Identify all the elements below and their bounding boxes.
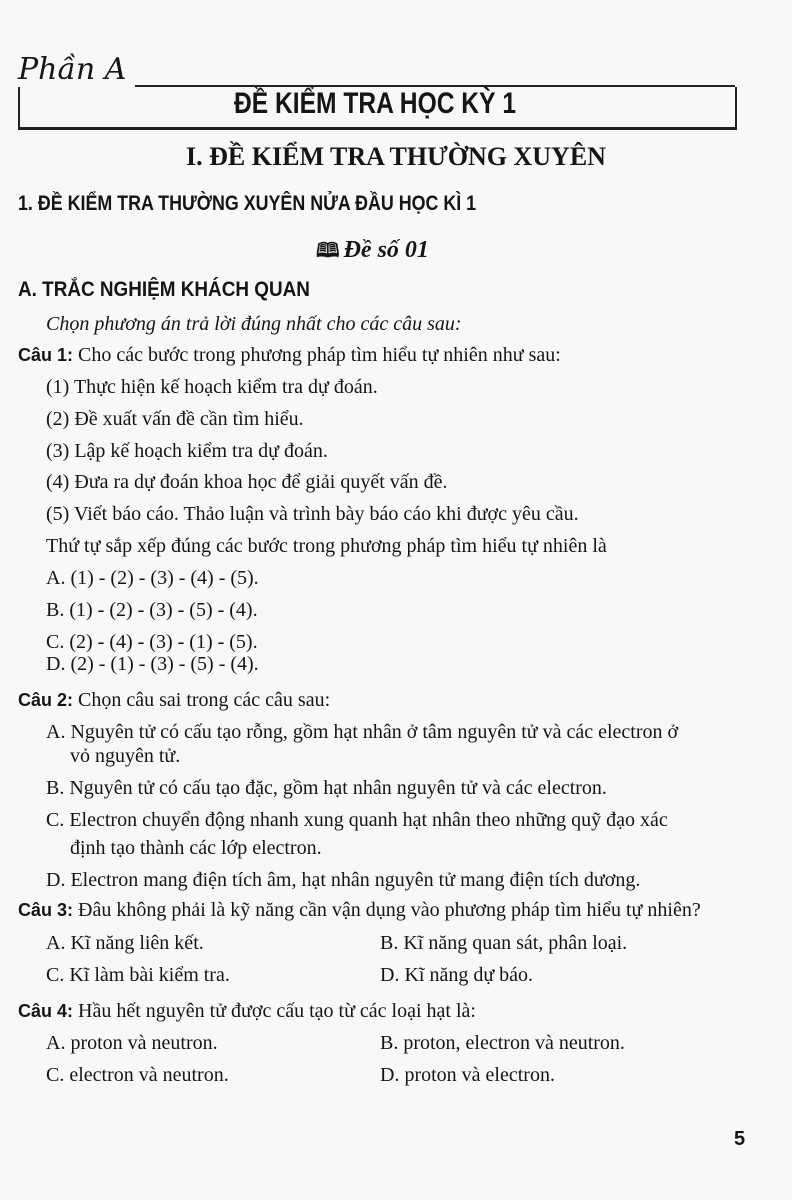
question-3	[18, 899, 701, 922]
answer-option: A. Nguyên tử có cấu tạo rỗng, gồm hạt nhân ở tâm nguyên tử và các electron ở	[46, 721, 679, 743]
list-item: (3) Lập kế hoạch kiểm tra dự đoán.	[46, 440, 328, 462]
section-title: I. ĐỀ KIỂM TRA THƯỜNG XUYÊN	[186, 142, 606, 171]
exam-number-text: Đề số 01	[343, 237, 429, 263]
question-1	[18, 344, 561, 367]
question-label: Câu 4:	[18, 1001, 74, 1021]
question-label: Câu 2:	[18, 690, 74, 710]
answer-option: B. (1) - (2) - (3) - (5) - (4).	[46, 599, 258, 621]
instruction: Chọn phương án trả lời đúng nhất cho các câu sau:	[46, 313, 462, 335]
answer-option: B. Kĩ năng quan sát, phân loại.	[380, 932, 628, 954]
exam-number	[316, 236, 429, 270]
answer-option-cont: định tạo thành các lớp electron.	[70, 837, 322, 859]
book-icon: 🕮	[316, 240, 340, 262]
question-4	[18, 1000, 476, 1023]
answer-option: C. Electron chuyển động nhanh xung quanh hạt nhân theo những quỹ đạo xác	[46, 809, 668, 831]
answer-option: D. (2) - (1) - (3) - (5) - (4).	[46, 653, 259, 675]
question-text: Chọn câu sai trong các câu sau:	[78, 689, 331, 711]
question-text: Đâu không phải là kỹ năng cần vận dụng vào phương pháp tìm hiểu tự nhiên?	[78, 899, 701, 921]
part-a-heading: A. TRẮC NGHIỆM KHÁCH QUAN	[18, 278, 310, 301]
answer-option: C. electron và neutron.	[46, 1064, 229, 1086]
list-item: (4) Đưa ra dự đoán khoa học để giải quyết vấn đề.	[46, 471, 448, 493]
list-item: (5) Viết báo cáo. Thảo luận và trình bày báo cáo khi được yêu cầu.	[46, 503, 579, 525]
question-prompt: Thứ tự sắp xếp đúng các bước trong phương pháp tìm hiểu tự nhiên là	[46, 535, 607, 557]
answer-option: A. (1) - (2) - (3) - (4) - (5).	[46, 567, 259, 589]
answer-option: C. (2) - (4) - (3) - (1) - (5).	[46, 631, 258, 653]
answer-option: C. Kĩ làm bài kiểm tra.	[46, 964, 230, 986]
part-heading: Phần A	[18, 52, 127, 87]
question-2	[18, 689, 330, 712]
question-label: Câu 1:	[18, 345, 74, 365]
answer-option: D. proton và electron.	[380, 1064, 555, 1086]
answer-option: B. proton, electron và neutron.	[380, 1032, 625, 1054]
list-item: (2) Đề xuất vấn đề cần tìm hiểu.	[46, 408, 304, 430]
subsection-title: 1. ĐỀ KIỂM TRA THƯỜNG XUYÊN NỬA ĐẦU HỌC KÌ 1	[18, 192, 477, 215]
answer-option: A. Kĩ năng liên kết.	[46, 932, 204, 954]
question-text: Hầu hết nguyên tử được cấu tạo từ các loại hạt là:	[78, 1000, 476, 1022]
answer-option: A. proton và neutron.	[46, 1032, 218, 1054]
answer-option-cont: vỏ nguyên tử.	[70, 745, 181, 767]
question-label: Câu 3:	[18, 900, 74, 920]
page-number: 5	[734, 1128, 746, 1150]
list-item: (1) Thực hiện kế hoạch kiểm tra dự đoán.	[46, 376, 378, 398]
main-title: ĐỀ KIỂM TRA HỌC KỲ 1	[233, 87, 517, 120]
question-text: Cho các bước trong phương pháp tìm hiểu tự nhiên như sau:	[78, 344, 561, 366]
answer-option: D. Kĩ năng dự báo.	[380, 964, 534, 986]
answer-option: B. Nguyên tử có cấu tạo đặc, gồm hạt nhân nguyên tử và các electron.	[46, 777, 607, 799]
answer-option: D. Electron mang điện tích âm, hạt nhân nguyên tử mang điện tích dương.	[46, 869, 641, 891]
